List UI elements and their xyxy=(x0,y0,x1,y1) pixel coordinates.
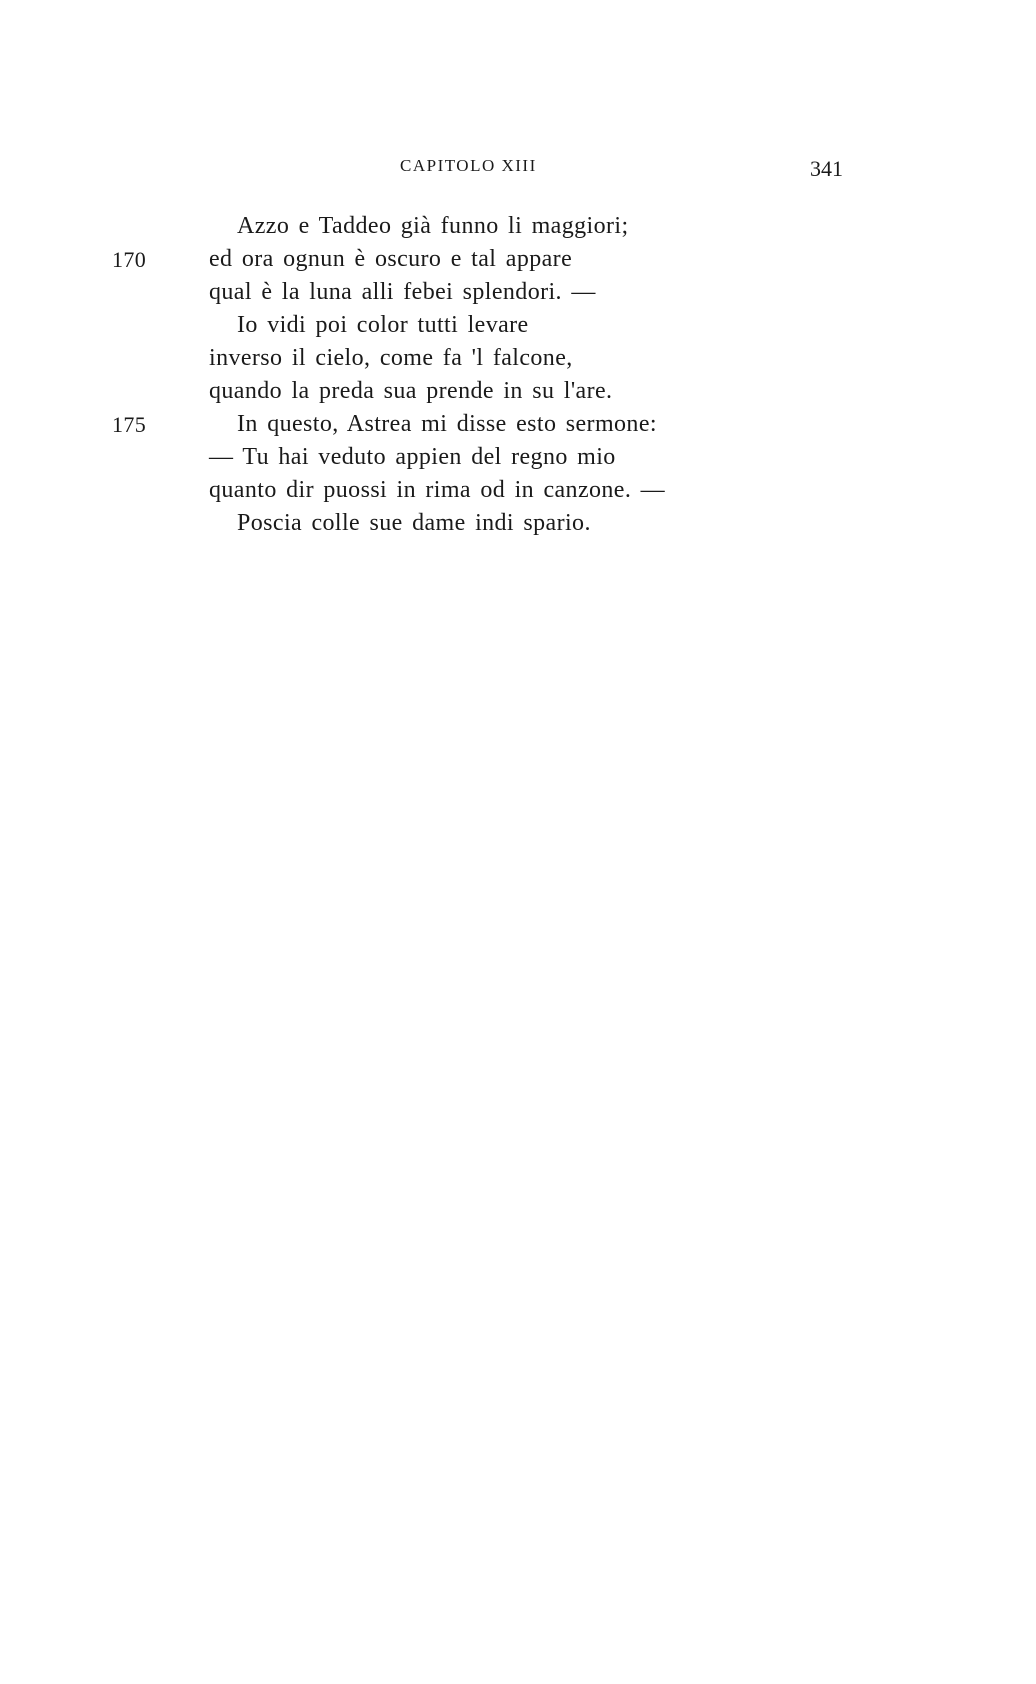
verse-line xyxy=(0,474,1036,507)
line-number: 170 xyxy=(112,247,147,272)
verse-line xyxy=(0,243,1036,276)
verse-text: ed ora ognun è oscuro e tal appare xyxy=(209,246,573,272)
verse-line xyxy=(0,210,1036,243)
verse-block xyxy=(0,210,1036,540)
page-number: 341 xyxy=(810,156,843,181)
verse-line xyxy=(0,309,1036,342)
verse-text: quando la preda sua prende in su l'are. xyxy=(209,378,613,404)
verse-text: Io vidi poi color tutti levare xyxy=(237,312,529,338)
verse-text: — Tu hai veduto appien del regno mio xyxy=(209,444,616,470)
verse-text: quanto dir puossi in rima od in canzone. — xyxy=(209,477,666,503)
verse-text: Azzo e Taddeo già funno li maggiori; xyxy=(237,213,629,239)
verse-line xyxy=(0,441,1036,474)
verse-text: qual è la luna alli febei splendori. — xyxy=(209,279,596,305)
verse-line xyxy=(0,342,1036,375)
running-head: CAPITOLO XIII xyxy=(400,156,537,175)
verse-text: inverso il cielo, come fa 'l falcone, xyxy=(209,345,573,371)
verse-text: Poscia colle sue dame indi spario. xyxy=(237,510,591,536)
verse-text: In questo, Astrea mi disse esto sermone: xyxy=(237,411,657,437)
verse-line xyxy=(0,408,1036,441)
line-number: 175 xyxy=(112,412,147,437)
verse-line xyxy=(0,276,1036,309)
verse-line xyxy=(0,507,1036,540)
verse-line xyxy=(0,375,1036,408)
